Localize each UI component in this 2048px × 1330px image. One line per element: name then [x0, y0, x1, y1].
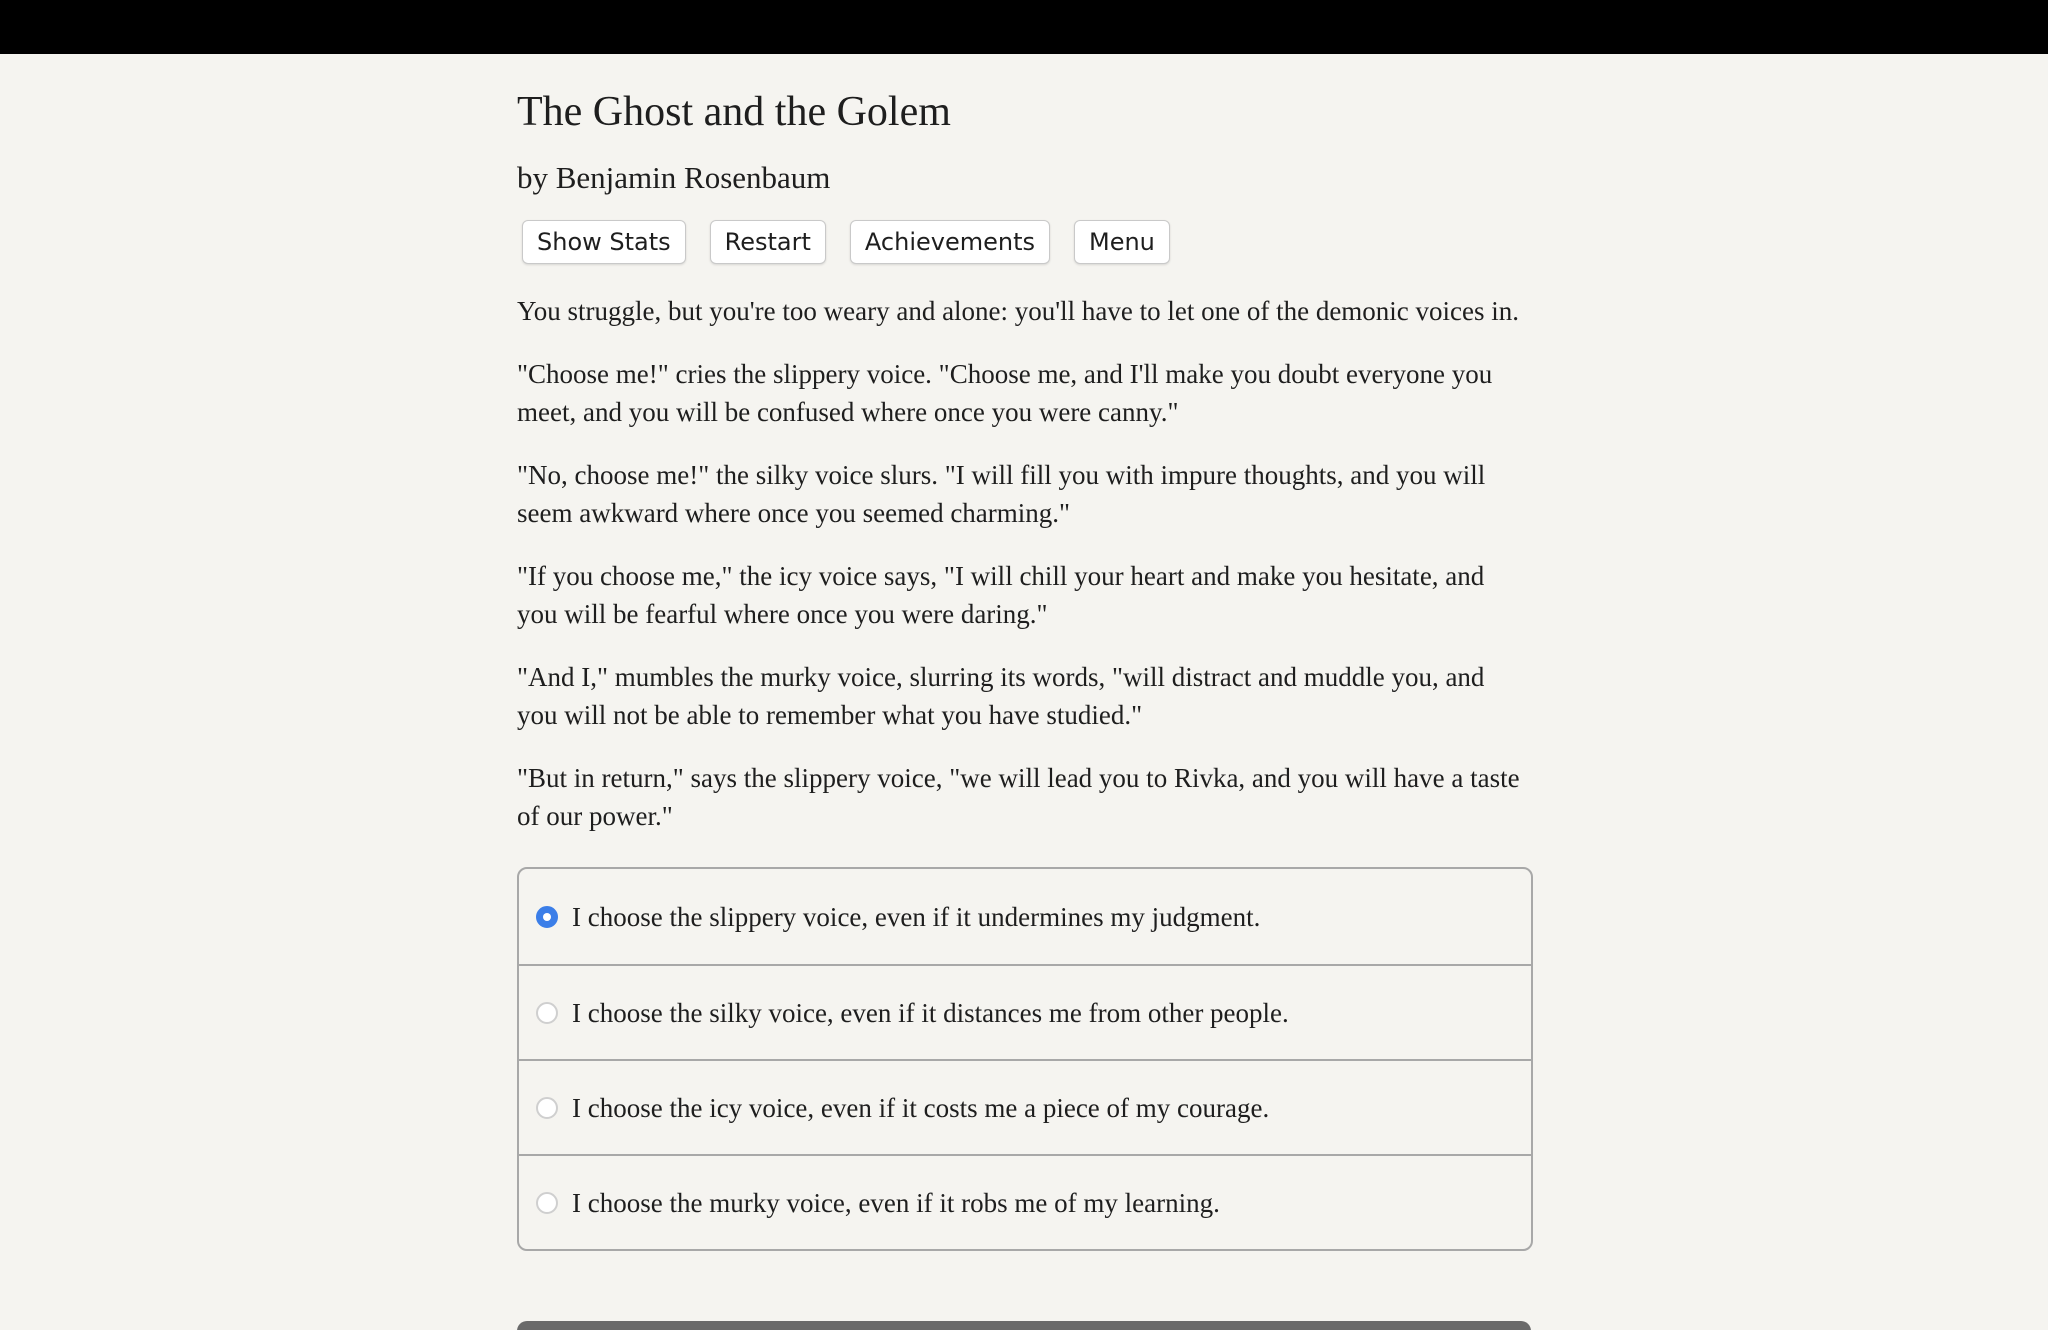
restart-button[interactable]: Restart — [710, 220, 826, 264]
show-stats-button[interactable]: Show Stats — [522, 220, 686, 264]
story-paragraph: "No, choose me!" the silky voice slurs. "I will fill you with impure thoughts, and you will seem awkward where once you seemed charming." — [517, 460, 1486, 528]
story-paragraph: "And I," mumbles the murky voice, slurring its words, "will distract and muddle you, and you will not be able to remember what you have studied." — [517, 662, 1485, 730]
radio-button[interactable] — [536, 1097, 558, 1119]
choice-label: I choose the murky voice, even if it robs me of my learning. — [572, 1187, 1220, 1218]
story-paragraph: "If you choose me," the icy voice says, "I will chill your heart and make you hesitate, and you will be fearful where once you were daring." — [517, 561, 1485, 629]
choice-option-silky[interactable] — [519, 964, 1531, 1059]
top-bar — [0, 0, 2048, 54]
choice-option-slippery[interactable] — [519, 869, 1531, 964]
next-button[interactable] — [517, 1321, 1531, 1330]
story-paragraph: "Choose me!" cries the slippery voice. "Choose me, and I'll make you doubt everyone you meet, and you will be confused where once you were canny." — [517, 359, 1493, 427]
story-paragraph: You struggle, but you're too weary and alone: you'll have to let one of the demonic voices in. — [517, 296, 1520, 326]
game-author: by Benjamin Rosenbaum — [517, 160, 831, 195]
game-title: The Ghost and the Golem — [517, 89, 951, 135]
choice-list — [517, 867, 1533, 1251]
achievements-button[interactable]: Achievements — [850, 220, 1050, 264]
story-text — [517, 292, 1531, 835]
radio-button[interactable] — [536, 1192, 558, 1214]
choice-label: I choose the slippery voice, even if it undermines my judgment. — [572, 901, 1261, 932]
choice-option-murky[interactable] — [519, 1154, 1531, 1249]
choice-label: I choose the icy voice, even if it costs me a piece of my courage. — [572, 1092, 1270, 1123]
radio-button[interactable] — [536, 1002, 558, 1024]
radio-button[interactable] — [536, 906, 558, 928]
choice-label: I choose the silky voice, even if it distances me from other people. — [572, 997, 1289, 1028]
main-content — [517, 82, 1531, 1251]
story-paragraph: "But in return," says the slippery voice, "we will lead you to Rivka, and you will have a taste of our power." — [517, 763, 1520, 831]
choice-option-icy[interactable] — [519, 1059, 1531, 1154]
toolbar — [517, 220, 1531, 264]
menu-button[interactable]: Menu — [1074, 220, 1170, 264]
